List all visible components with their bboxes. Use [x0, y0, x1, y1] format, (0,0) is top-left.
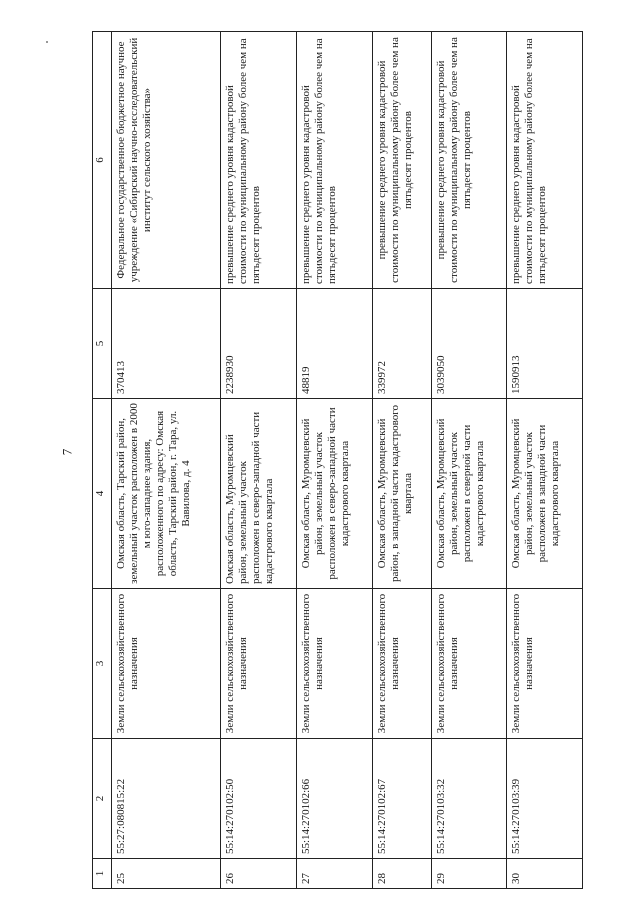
table-row — [372, 32, 431, 889]
row-number: 26 — [221, 859, 297, 889]
land-category: Земли сельскохозяйственного назначения — [372, 589, 431, 739]
table-container — [92, 32, 583, 889]
basis: превышение среднего уровня кадастровой стоимости по муниципальному району более чем на пятьдесят процентов — [372, 32, 431, 289]
cadastral-value: 1590913 — [507, 289, 583, 399]
basis: превышение среднего уровня кадастровой стоимости по муниципальному району более чем на пятьдесят процентов — [507, 32, 583, 289]
column-header: 5 — [93, 289, 112, 399]
cadastral-number: 55:14:270102:50 — [221, 739, 297, 859]
land-category: Земли сельскохозяйственного назначения — [296, 589, 372, 739]
row-number: 30 — [507, 859, 583, 889]
cadastral-value: 48819 — [296, 289, 372, 399]
column-header: 2 — [93, 739, 112, 859]
land-plots-table — [92, 31, 583, 889]
location: Омская область, Муромцевский район, земельный участок расположен в северной части кадастрового квартала — [431, 399, 507, 589]
location: Омская область, Муромцевский район, земельный участок расположен в северо-западной части кадастрового квартала — [296, 399, 372, 589]
page-number: 7 — [59, 448, 75, 456]
header-row — [93, 32, 112, 889]
column-header: 6 — [93, 32, 112, 289]
cadastral-value: 339972 — [372, 289, 431, 399]
location: Омская область, Муромцевский район, земельный участок расположен в северо-западной части кадастрового квартала — [221, 399, 297, 589]
column-header: 1 — [93, 859, 112, 889]
land-category: Земли сельскохозяйственного назначения — [221, 589, 297, 739]
basis: превышение среднего уровня кадастровой стоимости по муниципальному району более чем на пятьдесят процентов — [431, 32, 507, 289]
table-row — [221, 32, 297, 889]
cadastral-value: 2238930 — [221, 289, 297, 399]
cadastral-number: 55:14:270102:66 — [296, 739, 372, 859]
location: Омская область, Тарский район, земельный участок расположен в 2000 м юго-западнее здания, расположенного по адресу: Омская область, Тарский район, г. Тара, ул. Вавилова, д. 4 — [112, 399, 221, 589]
cadastral-number: 55:27:080815:22 — [112, 739, 221, 859]
table-row — [431, 32, 507, 889]
land-category: Земли сельскохозяйственного назначения — [507, 589, 583, 739]
row-number: 27 — [296, 859, 372, 889]
land-category: Земли сельскохозяйственного назначения — [431, 589, 507, 739]
basis: Федеральное государственное бюджетное научное учреждение «Сибирский научно-исследовательский институт сельского хозяйства» — [112, 32, 221, 289]
cadastral-value: 3039050 — [431, 289, 507, 399]
column-header: 3 — [93, 589, 112, 739]
cadastral-number: 55:14:270102:67 — [372, 739, 431, 859]
basis: превышение среднего уровня кадастровой стоимости по муниципальному району более чем на пятьдесят процентов — [296, 32, 372, 289]
location: Омская область, Муромцевский район, земельный участок расположен в западной части кадастрового квартала — [507, 399, 583, 589]
row-number: 29 — [431, 859, 507, 889]
table-row — [507, 32, 583, 889]
rotated-table-frame — [92, 32, 583, 889]
row-number: 25 — [112, 859, 221, 889]
location: Омская область, Муромцевский район, в западной части кадастрового квартала — [372, 399, 431, 589]
scan-speck — [46, 41, 48, 43]
cadastral-value: 370413 — [112, 289, 221, 399]
table-row — [112, 32, 221, 889]
column-header: 4 — [93, 399, 112, 589]
table-row — [296, 32, 372, 889]
land-category: Земли сельскохозяйственного назначения — [112, 589, 221, 739]
basis: превышение среднего уровня кадастровой стоимости по муниципальному району более чем на пятьдесят процентов — [221, 32, 297, 289]
cadastral-number: 55:14:270103:32 — [431, 739, 507, 859]
row-number: 28 — [372, 859, 431, 889]
cadastral-number: 55:14:270103:39 — [507, 739, 583, 859]
